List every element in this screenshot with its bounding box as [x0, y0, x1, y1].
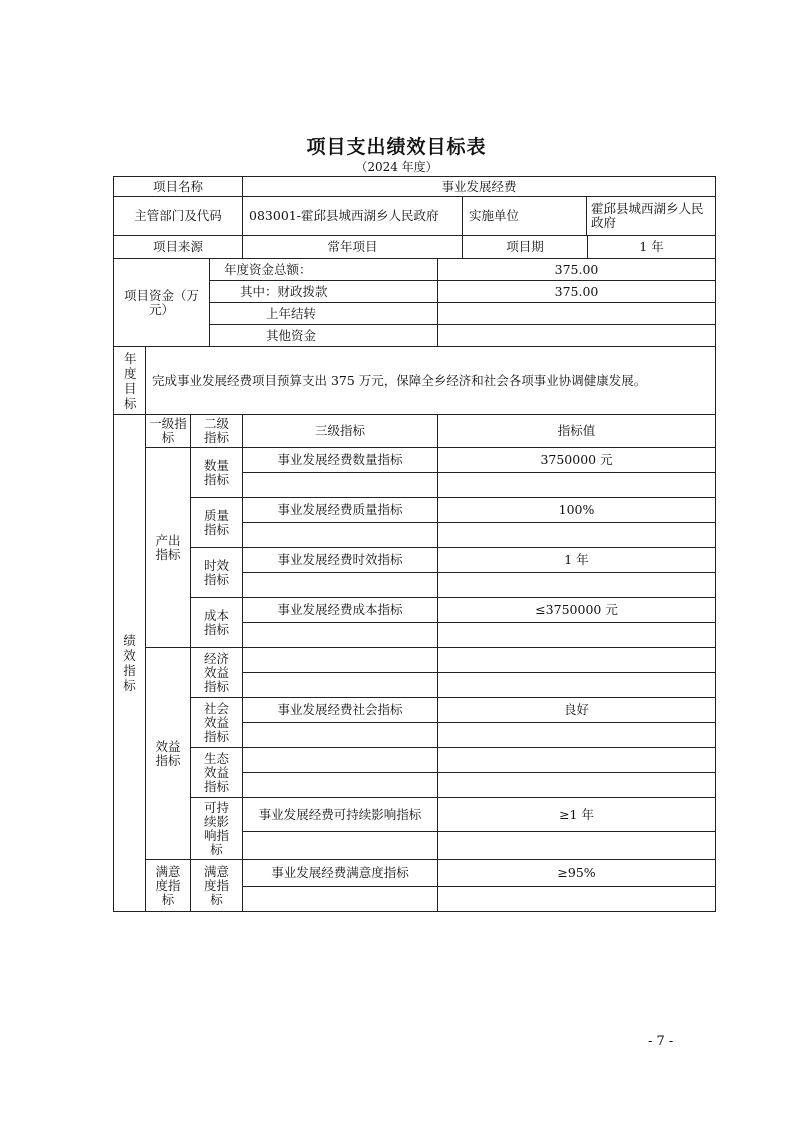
- social-indicator-label: 社会效益指标: [191, 698, 243, 748]
- department-value: 083001-霍邱县城西湖乡人民政府: [249, 208, 439, 223]
- ecological-indicator-value: [438, 748, 716, 773]
- funds-total-label: 年度资金总额：: [210, 259, 438, 281]
- indicator-row: [114, 648, 716, 673]
- benefit-indicators-label: 效益指标: [146, 648, 191, 860]
- page-subtitle: （2024 年度）: [355, 160, 438, 174]
- indicator-row: [114, 598, 716, 623]
- quality-indicator-label: 质量指标: [191, 498, 243, 548]
- project-name-value: 事业发展经费: [243, 177, 716, 197]
- project-name-label: 项目名称: [114, 177, 243, 197]
- funds-other-label: 其他资金: [210, 325, 438, 347]
- period-value: 1 年: [587, 236, 715, 258]
- satisfaction-indicator-name: 事业发展经费满意度指标: [243, 860, 438, 887]
- indicator-row: [114, 748, 716, 773]
- economic-indicator-label: 经济效益指标: [191, 648, 243, 698]
- department-row: [114, 197, 716, 236]
- indicator-row: [114, 698, 716, 723]
- indicator-header-row: [114, 415, 716, 448]
- page-title: 项目支出绩效目标表: [306, 136, 487, 158]
- ecological-indicator-label: 生态效益指标: [191, 748, 243, 798]
- implementing-unit-label: 实施单位: [462, 197, 586, 235]
- indicator-row: [114, 448, 716, 473]
- sustainable-indicator-name: 事业发展经费可持续影响指标: [243, 798, 438, 832]
- satisfaction-indicator-value: ≥95%: [438, 860, 716, 887]
- header-value: 指标值: [438, 415, 716, 448]
- timeliness-indicator-name: 事业发展经费时效指标: [243, 548, 438, 573]
- funds-fiscal-value: 375.00: [438, 281, 716, 303]
- funds-label: 项目资金（万元）: [114, 259, 210, 347]
- performance-indicators-label: 绩效指标: [114, 415, 146, 912]
- indicator-row: [114, 548, 716, 573]
- funds-total-value: 375.00: [438, 259, 716, 281]
- period-label: 项目期: [462, 236, 587, 258]
- funds-carryover-value: [438, 303, 716, 325]
- timeliness-indicator-label: 时效指标: [191, 548, 243, 598]
- satisfaction-indicators-label: 满意度指标: [146, 860, 191, 912]
- sustainable-indicator-value: ≥1 年: [438, 798, 716, 832]
- funds-fiscal-label: 其中：财政拨款: [210, 281, 438, 303]
- source-row: [114, 236, 716, 259]
- satisfaction-indicator-label: 满意度指标: [191, 860, 243, 912]
- indicator-row: [114, 798, 716, 832]
- header-level2: 二级指标: [191, 415, 243, 448]
- economic-indicator-name: [243, 648, 438, 673]
- page-number: - 7 -: [648, 1034, 674, 1049]
- indicator-row: [114, 860, 716, 887]
- funds-row: [114, 259, 716, 281]
- source-value: 常年项目: [327, 239, 378, 254]
- quantity-indicator-name: 事业发展经费数量指标: [243, 448, 438, 473]
- project-name-row: [114, 177, 716, 197]
- annual-goal-label: 年度目标: [114, 347, 146, 415]
- implementing-unit-value: 霍邱县城西湖乡人民政府: [586, 197, 715, 235]
- funds-other-value: [438, 325, 716, 347]
- annual-goal-text: 完成事业发展经费项目预算支出 375 万元，保障全乡经济和社会各项事业协调健康发展。: [146, 347, 716, 415]
- department-label: 主管部门及代码: [114, 197, 243, 236]
- indicator-row: [114, 498, 716, 523]
- annual-goal-row: [114, 347, 716, 415]
- social-indicator-name: 事业发展经费社会指标: [243, 698, 438, 723]
- quality-indicator-name: 事业发展经费质量指标: [243, 498, 438, 523]
- funds-carryover-label: 上年结转: [210, 303, 438, 325]
- cost-indicator-name: 事业发展经费成本指标: [243, 598, 438, 623]
- header-level1: 一级指标: [146, 415, 191, 448]
- ecological-indicator-name: [243, 748, 438, 773]
- performance-table: [113, 176, 716, 912]
- social-indicator-value: 良好: [438, 698, 716, 723]
- source-label: 项目来源: [114, 236, 243, 259]
- sustainable-indicator-label: 可持续影响指标: [191, 798, 243, 860]
- quantity-indicator-label: 数量指标: [191, 448, 243, 498]
- timeliness-indicator-value: 1 年: [438, 548, 716, 573]
- output-indicators-label: 产出指标: [146, 448, 191, 648]
- cost-indicator-value: ≤3750000 元: [438, 598, 716, 623]
- quantity-indicator-value: 3750000 元: [438, 448, 716, 473]
- cost-indicator-label: 成本指标: [191, 598, 243, 648]
- header-level3: 三级指标: [243, 415, 438, 448]
- economic-indicator-value: [438, 648, 716, 673]
- quality-indicator-value: 100%: [438, 498, 716, 523]
